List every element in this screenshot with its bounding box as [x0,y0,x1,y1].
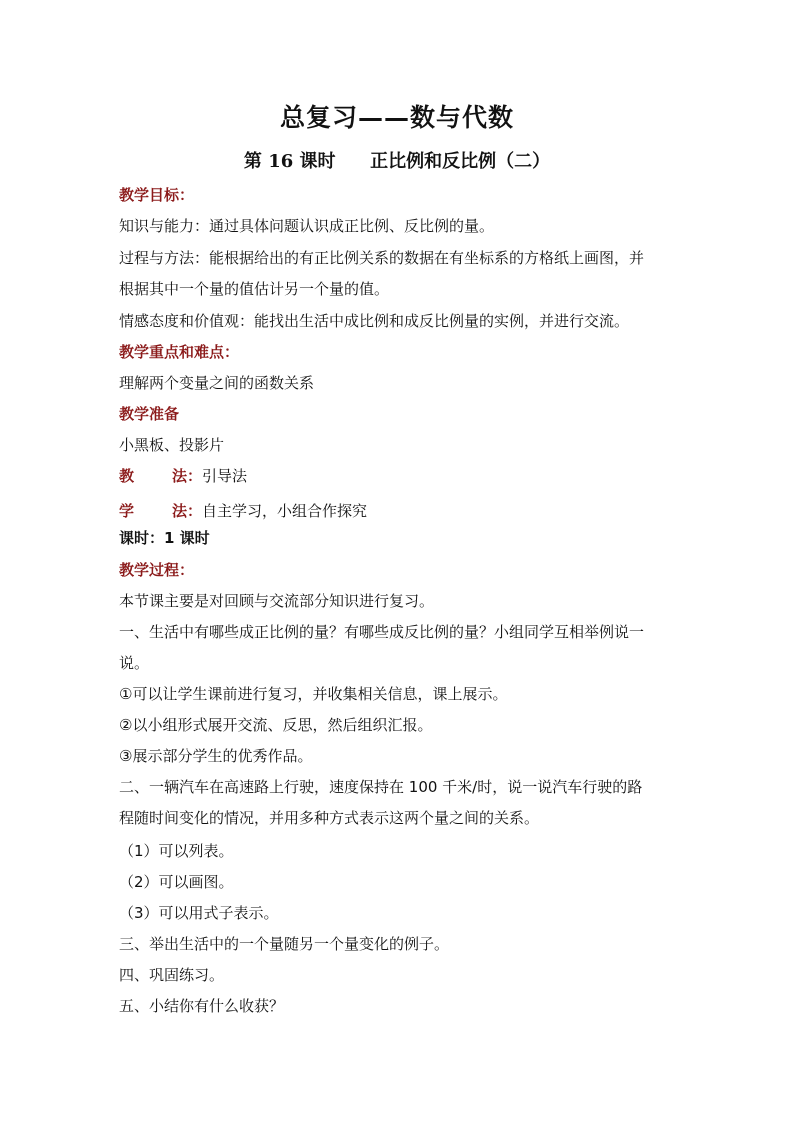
process-line: 五、小结你有什么收获？ [119,997,285,1015]
process-line: 二、一辆汽车在高速路上行驶，速度保持在 100 千米/时，说一说汽车行驶的路 [119,778,643,796]
process-line: 一、生活中有哪些成正比例的量？有哪些成反比例的量？小组同学互相举例说一 [119,623,645,641]
learning-method-text: 自主学习，小组合作探究 [202,502,368,520]
objectives-heading: 教学目标： [119,186,195,204]
teaching-method [119,466,679,486]
teaching-method-label-a: 教 [119,467,135,485]
process-line: 三、举出生活中的一个量随另一个量变化的例子。 [119,935,450,953]
process-line: （1）可以列表。 [119,842,234,860]
process-line: （3）可以用式子表示。 [119,904,279,922]
process-line: ①可以让学生课前进行复习，并收集相关信息，课上展示。 [119,685,508,703]
document-title: 总复习——数与代数 [279,103,514,132]
teaching-method-text: 引导法 [202,467,248,485]
lesson-topic: 正比例和反比例（二） [370,151,551,172]
process-line: 本节课主要是对回顾与交流部分知识进行复习。 [119,592,435,610]
learning-method-label-b: 法： [172,502,203,520]
learning-method [119,501,679,521]
process-line: ②以小组形式展开交流、反思，然后组织汇报。 [119,716,433,734]
teaching-method-label-b: 法： [172,467,203,485]
process-line: 四、巩固练习。 [119,966,225,984]
lesson-subtitle [0,147,794,173]
objective-process-line-1: 过程与方法：能根据给出的有正比例关系的数据在有坐标系的方格纸上画图，并 [119,249,645,267]
preparation-heading: 教学准备 [119,405,180,423]
learning-method-label-a: 学 [119,502,135,520]
preparation-text: 小黑板、投影片 [119,436,225,454]
process-line: ③展示部分学生的优秀作品。 [119,747,313,765]
objective-attitude: 情感态度和价值观：能找出生活中成比例和成反比例量的实例，并进行交流。 [119,312,630,330]
key-points-text: 理解两个变量之间的函数关系 [119,374,315,392]
process-heading: 教学过程： [119,561,195,579]
process-line: 说。 [119,654,150,672]
objective-process-line-2: 根据其中一个量的值估计另一个量的值。 [119,280,390,298]
lesson-number: 第 16 课时 [243,151,336,172]
objective-knowledge: 知识与能力：通过具体问题认识成正比例、反比例的量。 [119,217,495,235]
process-line: （2）可以画图。 [119,873,234,891]
key-points-heading: 教学重点和难点： [119,343,240,361]
process-line: 程随时间变化的情况，并用多种方式表示这两个量之间的关系。 [119,809,540,827]
lesson-duration: 课时：1 课时 [119,529,210,547]
